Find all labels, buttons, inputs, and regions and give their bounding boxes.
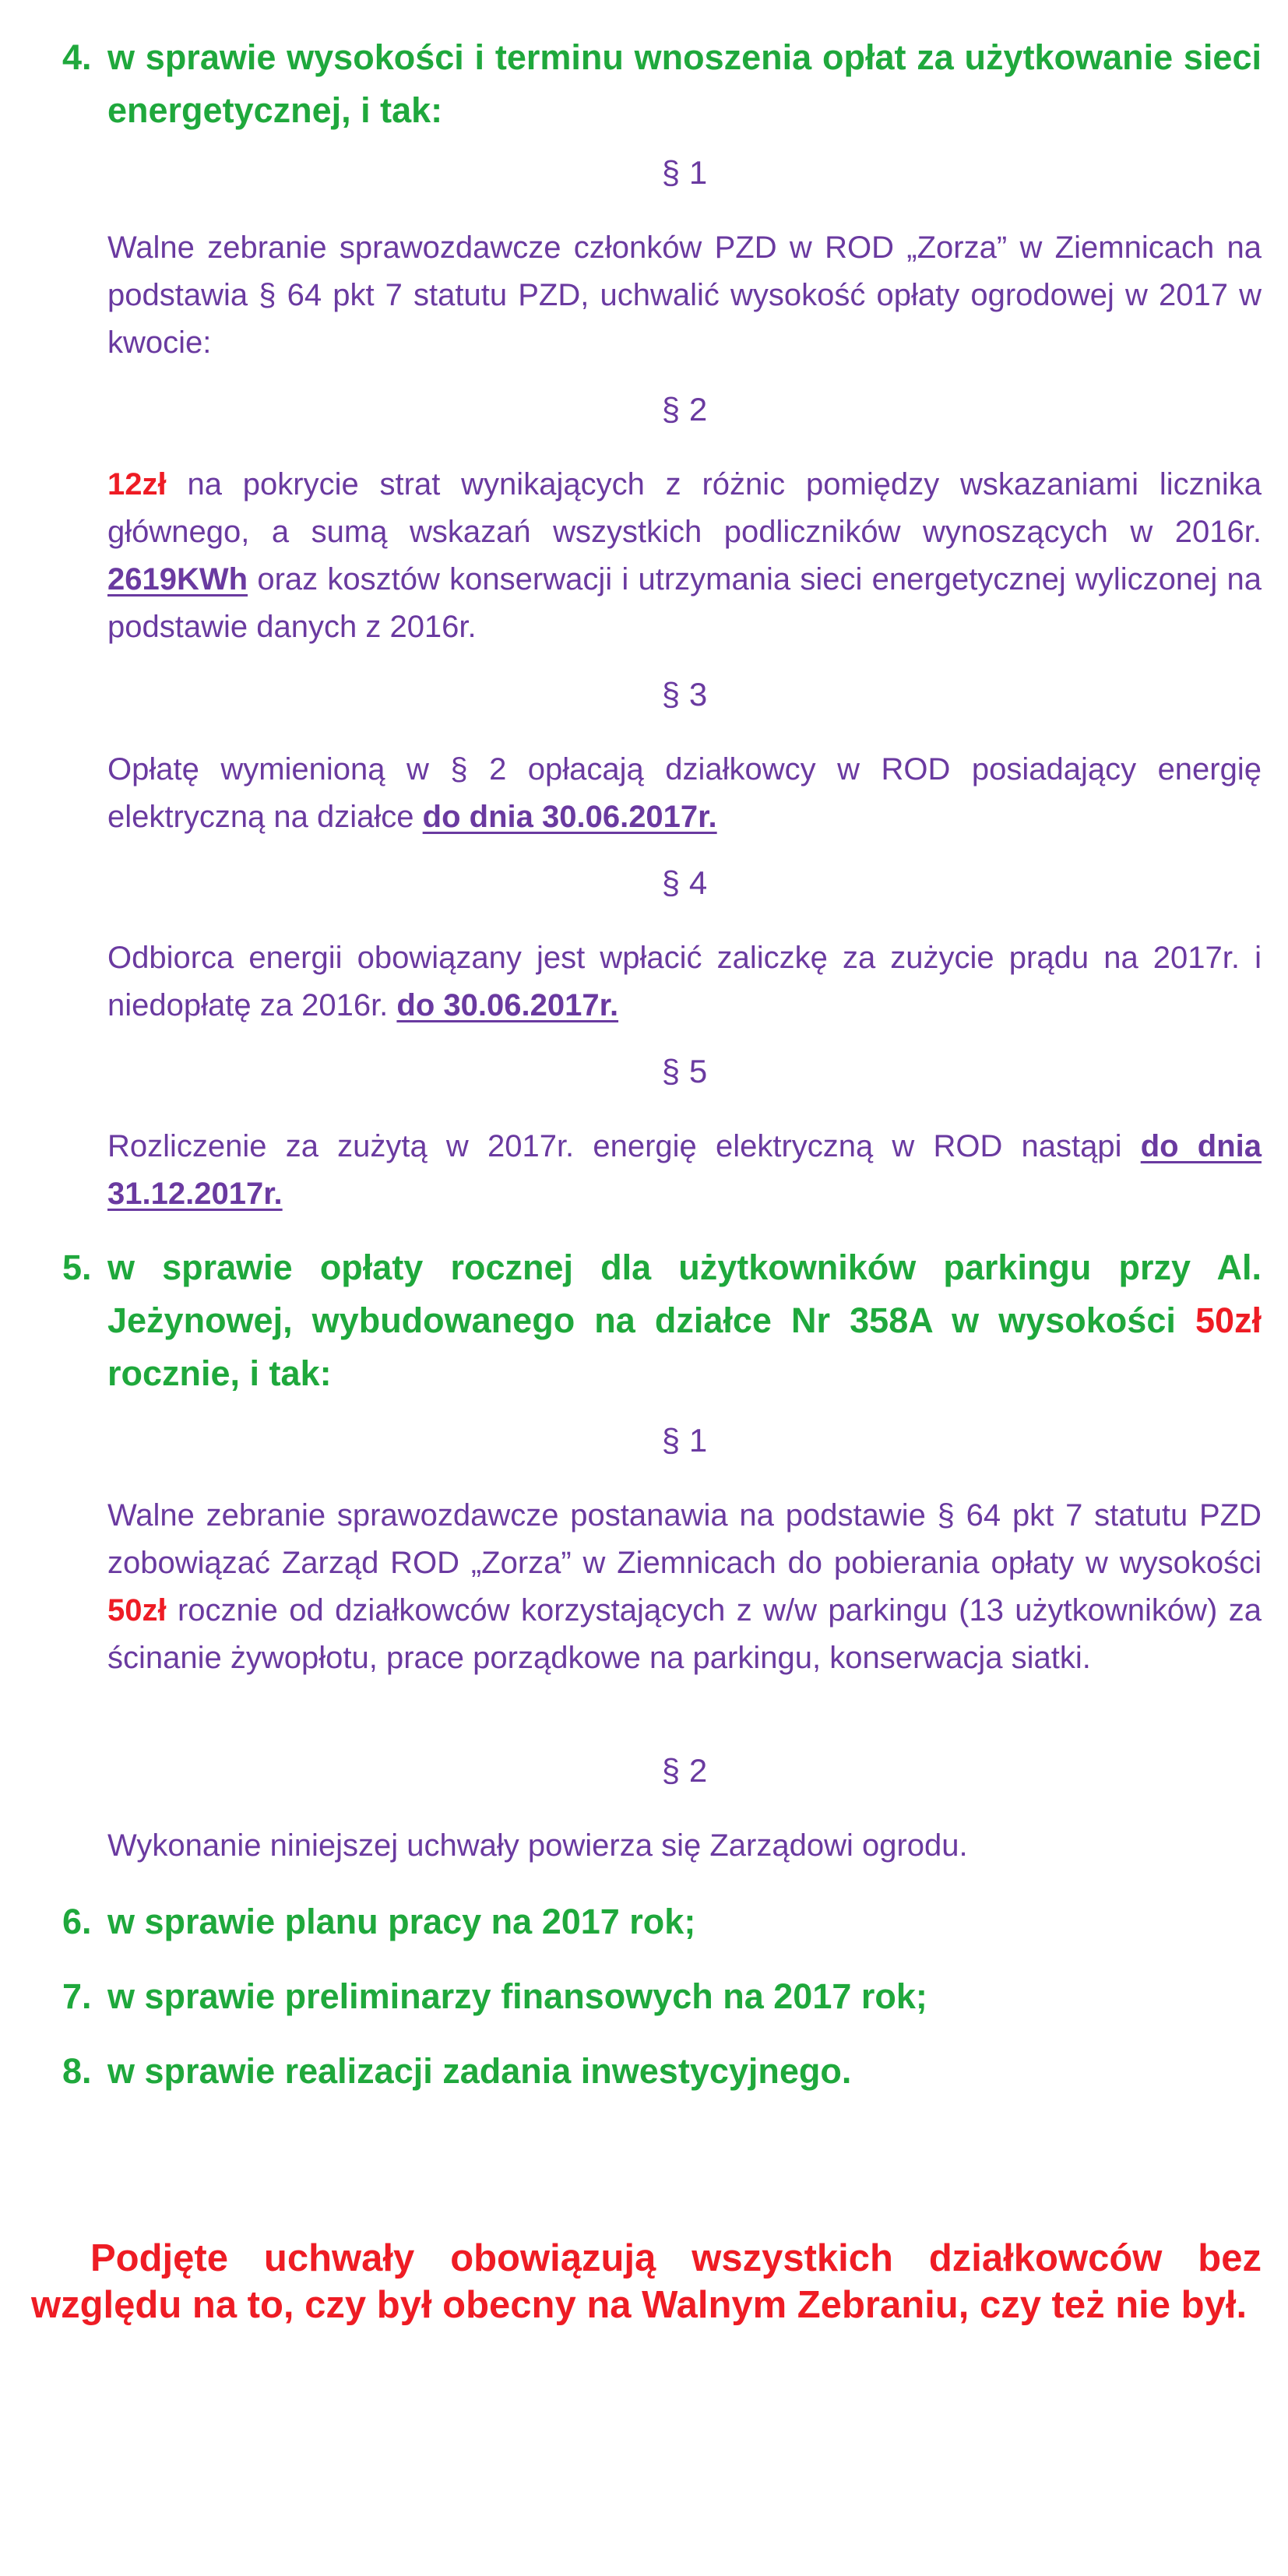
resolution-item-4 (62, 31, 1262, 137)
paragraph-text: Walne zebranie sprawozdawcze członków PZD w ROD „Zorza” w Ziemnicach na podstawia § 64 pkt 7 statutu PZD, uchwalić wysokość opłaty ogrodowej w 2017 w kwocie: (107, 231, 1262, 360)
item-number: 6. (62, 1902, 92, 1941)
item-number: 5. (62, 1248, 92, 1287)
paragraph-mark: § 4 (661, 864, 708, 901)
binding-notice: Podjęte uchwały obowiązują wszystkich działkowców bez względu na to, czy był obecny na Walnym Zebraniu, czy też nie był. (31, 2237, 1262, 2326)
amount: 50zł (107, 1593, 167, 1628)
deadline: do dnia 30.06.2017r. (422, 800, 717, 834)
resolution-item-7 (62, 1970, 1262, 2023)
resolution-item-6 (62, 1895, 1262, 1948)
deadline: do 30.06.2017r. (396, 988, 619, 1022)
paragraph-text: Odbiorca energii obowiązany jest wpłacić zaliczkę za zużycie prądu na 2017r. i niedopłatę za 2016r. do 30.06.2017r. (107, 941, 1262, 1022)
amount: 50zł (1195, 1300, 1262, 1340)
amount: 12zł (107, 467, 167, 501)
kwh-value: 2619KWh (107, 562, 248, 596)
item-heading: w sprawie opłaty rocznej dla użytkowników parkingu przy Al. Jeżynowej, wybudowanego na działce Nr 358A w wysokości 50zł rocznie, i tak: (107, 1248, 1262, 1393)
resolution-item-5 (62, 1241, 1262, 1400)
paragraph-text: Wykonanie niniejszej uchwały powierza się Zarządowi ogrodu. (107, 1828, 968, 1863)
item-heading: w sprawie preliminarzy finansowych na 2017 rok; (107, 1976, 927, 2016)
paragraph-text: 12zł na pokrycie strat wynikających z różnic pomiędzy wskazaniami licznika głównego, a sumą wskazań wszystkich podliczników wynoszących w 2016r. 2619KWh oraz kosztów konserwacji i utrzymania sieci energetycznej wyliczonej na podstawie danych z 2016r. (107, 467, 1262, 644)
paragraph-mark: § 3 (661, 676, 708, 713)
item-number: 7. (62, 1976, 92, 2016)
item-heading: w sprawie realizacji zadania inwestycyjnego. (107, 2051, 852, 2091)
item-heading: w sprawie planu pracy na 2017 rok; (107, 1902, 696, 1941)
paragraph-mark: § 2 (661, 391, 708, 428)
deadline: do dnia 31.12.2017r. (107, 1129, 1262, 1211)
paragraph-text: Rozliczenie za zużytą w 2017r. energię elektryczną w ROD nastąpi do dnia 31.12.2017r. (107, 1129, 1262, 1211)
paragraph-mark: § 1 (661, 1422, 708, 1459)
paragraph-mark: § 2 (661, 1752, 708, 1789)
paragraph-text: Walne zebranie sprawozdawcze postanawia na podstawie § 64 pkt 7 statutu PZD zobowiązać Zarząd ROD „Zorza” w Ziemnicach do pobierania opłaty w wysokości 50zł rocznie od działkowców korzystających z w/w parkingu (13 użytkowników) za ścinanie żywopłotu, prace porządkowe na parkingu, konserwacja siatki. (107, 1498, 1262, 1675)
item-number: 4. (62, 37, 92, 77)
item-heading: w sprawie wysokości i terminu wnoszenia opłat za użytkowanie sieci energetycznej, i tak: (107, 37, 1262, 130)
item-number: 8. (62, 2051, 92, 2091)
paragraph-text: Opłatę wymienioną w § 2 opłacają działkowcy w ROD posiadający energię elektryczną na działce do dnia 30.06.2017r. (107, 752, 1262, 834)
resolution-item-8 (62, 2045, 1262, 2098)
paragraph-mark: § 5 (661, 1053, 708, 1089)
paragraph-mark: § 1 (661, 154, 708, 191)
